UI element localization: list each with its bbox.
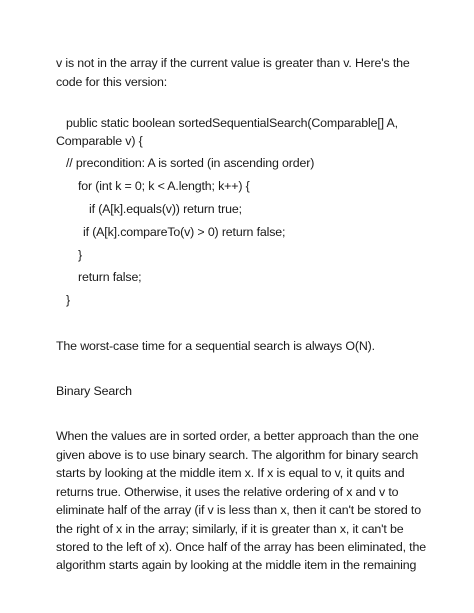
intro-line-1: v is not in the array if the current value is greater than v. Here's the xyxy=(56,56,410,70)
body-line-5: eliminate half of the array (if v is less than x, then it can't be stored to xyxy=(56,503,421,517)
code-line-compare-check: if (A[k].compareTo(v) > 0) return false; xyxy=(83,225,286,239)
code-line-signature-cont: Comparable v) { xyxy=(56,134,143,148)
code-line-for-loop: for (int k = 0; k < A.length; k++) { xyxy=(78,179,250,193)
code-line-method-close: } xyxy=(66,293,70,307)
code-line-loop-close: } xyxy=(78,248,82,262)
body-line-6: the right of x in the array; similarly, if it is greater than x, it can't be xyxy=(56,522,404,536)
body-line-2: given above is to use binary search. The algorithm for binary search xyxy=(56,448,419,462)
code-line-signature: public static boolean sortedSequentialSearch(Comparable[] A, xyxy=(66,116,398,130)
body-line-4: returns true. Otherwise, it uses the relative ordering of x and v to xyxy=(56,485,399,499)
code-line-return-false: return false; xyxy=(78,270,142,284)
code-line-precondition-comment: // precondition: A is sorted (in ascending order) xyxy=(66,156,315,170)
body-line-7: stored to the left of x). Once half of the array has been eliminated, the xyxy=(56,540,426,554)
worst-case-statement: The worst-case time for a sequential search is always O(N). xyxy=(56,339,375,353)
section-heading: Binary Search xyxy=(56,384,132,398)
body-line-3: starts by looking at the middle item x. If x is equal to v, it quits and xyxy=(56,466,405,480)
body-line-8: algorithm starts again by looking at the middle item in the remaining xyxy=(56,558,417,572)
body-line-1: When the values are in sorted order, a better approach than the one xyxy=(56,429,419,443)
code-line-equals-check: if (A[k].equals(v)) return true; xyxy=(89,202,242,216)
intro-line-2: code for this version: xyxy=(56,75,168,89)
